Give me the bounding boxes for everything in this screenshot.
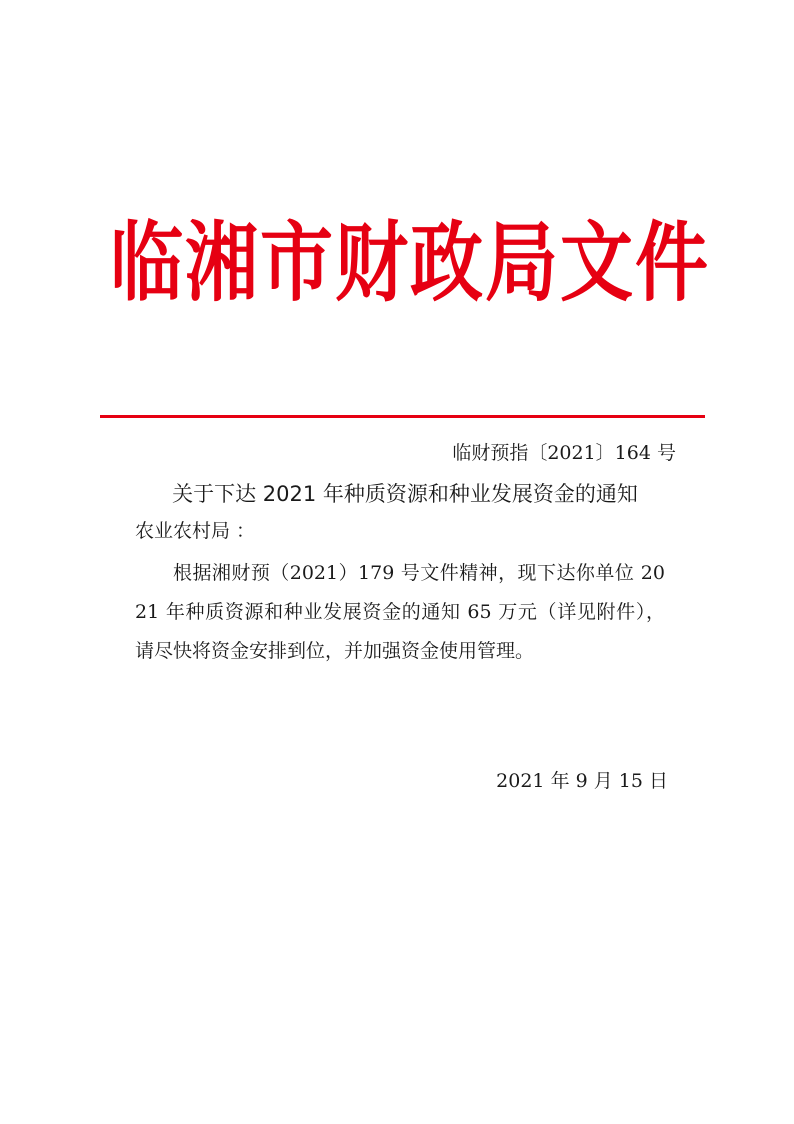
- red-divider-line: [100, 415, 705, 418]
- document-date: 2021 年 9 月 15 日: [496, 770, 668, 792]
- masthead-title: 临湘市财政局文件: [110, 212, 710, 314]
- body-paragraph: 根据湘财预（2021）179 号文件精神，现下达你单位 2021 年种质资源和种业发展资金的通知 65 万元（详见附件），请尽快将资金安排到位，并加强资金使用管理。: [135, 562, 665, 662]
- notice-title: 关于下达 2021 年种质资源和种业发展资金的通知: [172, 482, 638, 506]
- document-number: 临财预指〔2021〕164 号: [452, 442, 676, 464]
- recipient-line: 农业农村局 ：: [135, 520, 256, 542]
